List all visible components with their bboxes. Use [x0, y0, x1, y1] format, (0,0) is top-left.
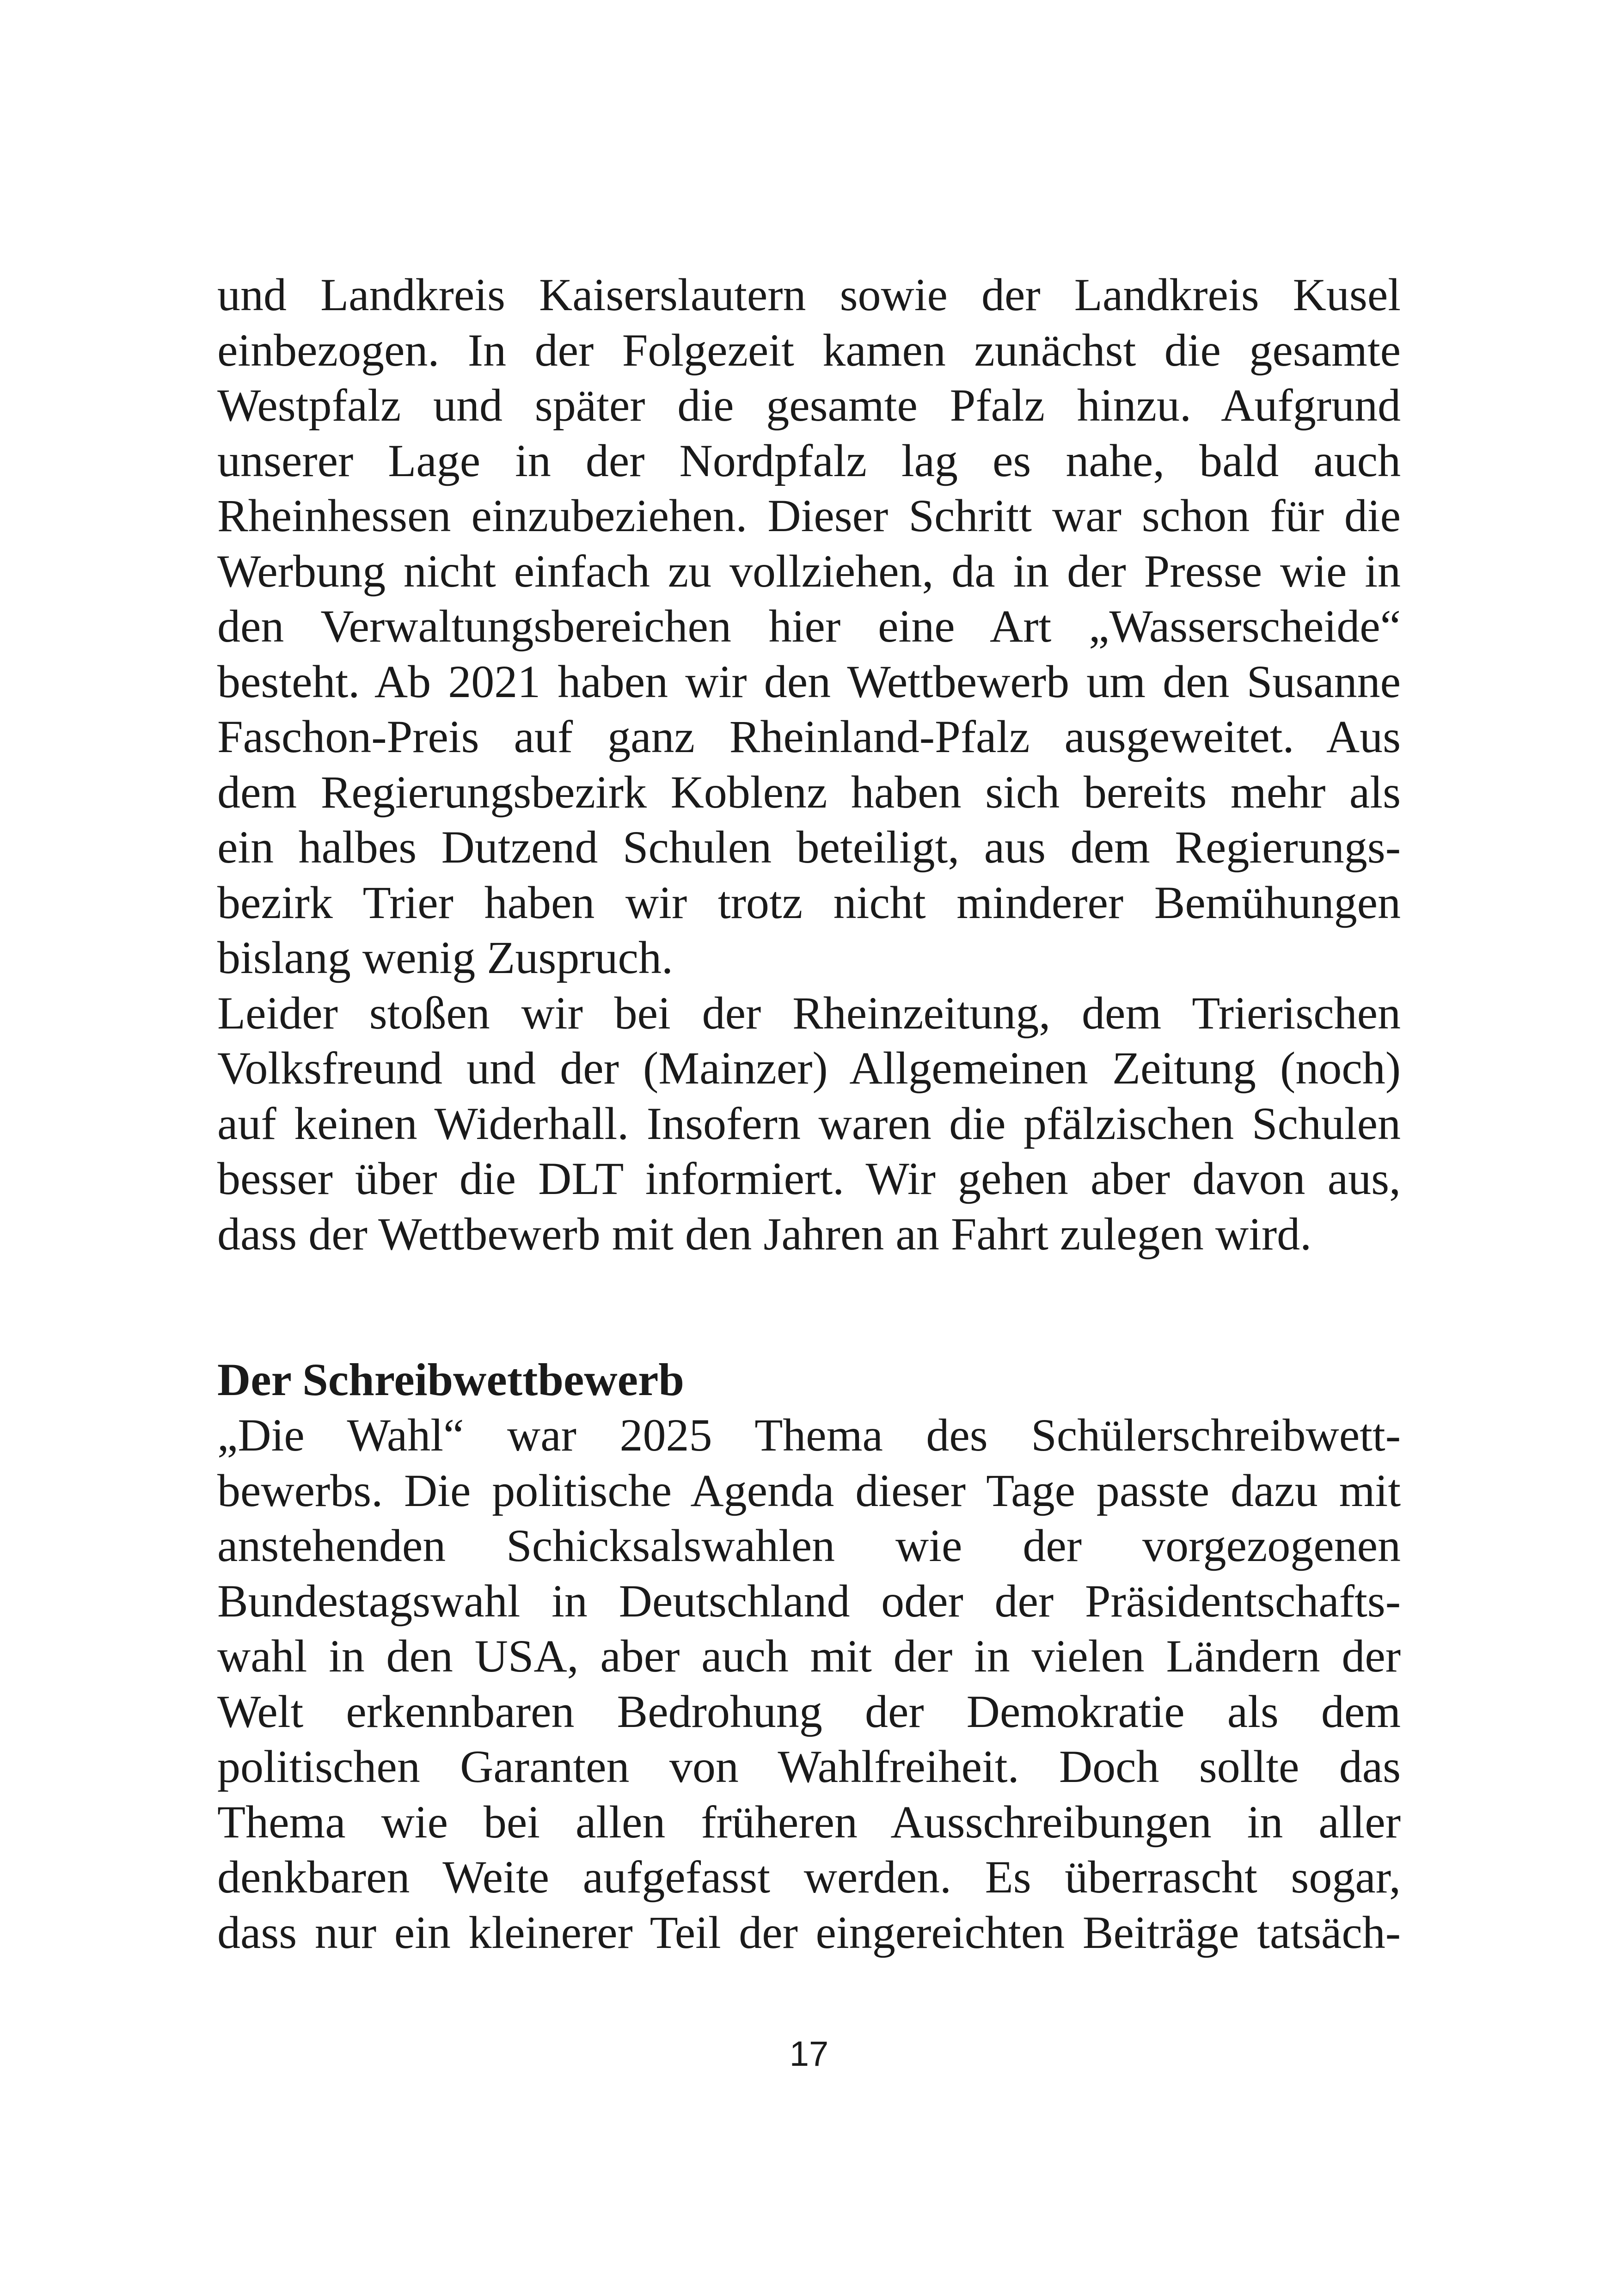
text-line: „Die Wahl“ war 2025 Thema des Schülerschreibwett- — [217, 1409, 1401, 1461]
text-line: Volksfreund und der (Mainzer) Allgemeinen Zeitung (noch) — [217, 1042, 1401, 1094]
text-line: politischen Garanten von Wahlfreiheit. Doch sollte das — [217, 1741, 1401, 1792]
text-line: Westpfalz und später die gesamte Pfalz hinzu. Aufgrund — [217, 380, 1401, 431]
text-line: wahl in den USA, aber auch mit der in vielen Ländern der — [217, 1630, 1401, 1682]
paragraph-writing-contest — [217, 1408, 1401, 1960]
text-line: dem Regierungsbezirk Koblenz haben sich bereits mehr als — [217, 766, 1401, 818]
text-line: und Landkreis Kaiserslautern sowie der Landkreis Kusel — [217, 269, 1401, 320]
paragraph-intro — [217, 267, 1401, 1261]
text-line: Bundestagswahl in Deutschland oder der Präsidentschafts- — [217, 1575, 1401, 1627]
text-line: besser über die DLT informiert. Wir gehen aber davon aus, — [217, 1153, 1401, 1204]
text-line: bezirk Trier haben wir trotz nicht minderer Bemühungen — [217, 876, 1401, 928]
text-line: bislang wenig Zuspruch. — [217, 932, 673, 983]
text-line: dass der Wettbewerb mit den Jahren an Fahrt zulegen wird. — [217, 1208, 1312, 1260]
text-line: denkbaren Weite aufgefasst werden. Es überrascht sogar, — [217, 1851, 1401, 1903]
text-line: Leider stoßen wir bei der Rheinzeitung, dem Trierischen — [217, 987, 1401, 1039]
text-line: ein halbes Dutzend Schulen beteiligt, aus dem Regierungs- — [217, 821, 1401, 873]
text-line: auf keinen Widerhall. Insofern waren die pfälzischen Schulen — [217, 1097, 1401, 1149]
text-line: Welt erkennbaren Bedrohung der Demokratie als dem — [217, 1685, 1401, 1737]
text-line: den Verwaltungsbereichen hier eine Art „Wasserscheide“ — [217, 600, 1401, 652]
text-line: anstehenden Schicksalswahlen wie der vorgezogenen — [217, 1520, 1401, 1571]
text-line: Werbung nicht einfach zu vollziehen, da in der Presse wie in — [217, 545, 1401, 597]
page-number: 17 — [789, 2034, 829, 2074]
text-line: einbezogen. In der Folgezeit kamen zunächst die gesamte — [217, 324, 1401, 376]
text-line: Thema wie bei allen früheren Ausschreibungen in aller — [217, 1796, 1401, 1848]
text-line: dass nur ein kleinerer Teil der eingereichten Beiträge tatsäch- — [217, 1906, 1401, 1958]
text-line: Faschon-Preis auf ganz Rheinland-Pfalz ausgeweitet. Aus — [217, 711, 1401, 762]
section-heading: Der Schreibwettbewerb — [217, 1354, 684, 1405]
text-line: bewerbs. Die politische Agenda dieser Tage passte dazu mit — [217, 1464, 1401, 1516]
text-line: unserer Lage in der Nordpfalz lag es nahe, bald auch — [217, 435, 1401, 486]
text-line: besteht. Ab 2021 haben wir den Wettbewerb um den Susanne — [217, 655, 1401, 707]
text-line: Rheinhessen einzubeziehen. Dieser Schritt war schon für die — [217, 490, 1401, 541]
